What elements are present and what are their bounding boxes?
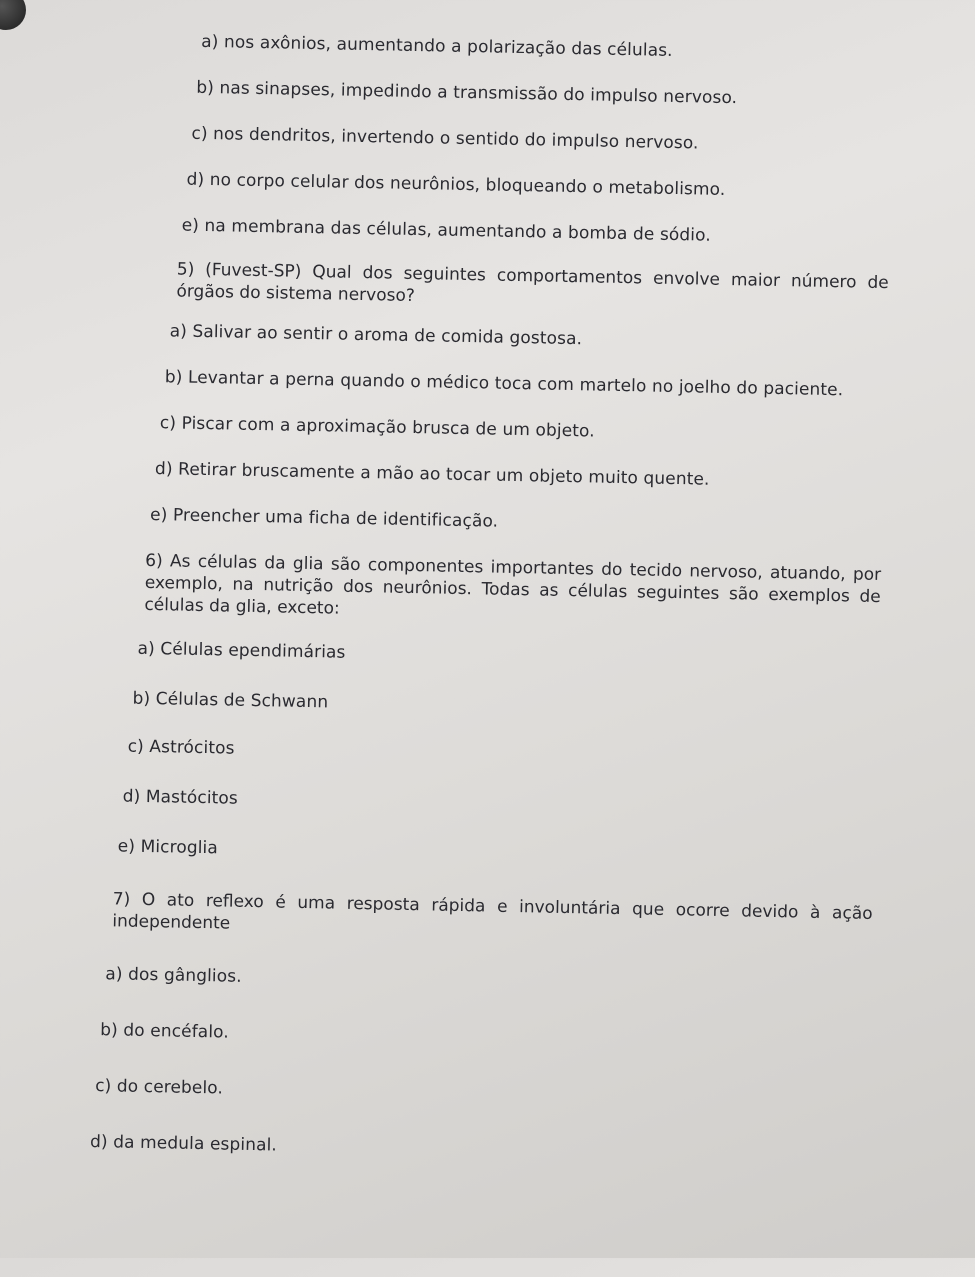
q4-option-b: b) nas sinapses, impedindo a transmissão do impulso nervoso. xyxy=(196,77,738,109)
q7-option-a: a) dos gânglios. xyxy=(105,964,242,987)
q6-option-a: a) Células ependimárias xyxy=(137,638,346,663)
q4-option-c: c) nos dendritos, invertendo o sentido do impulso nervoso. xyxy=(191,123,699,154)
q5-option-d: d) Retirar bruscamente a mão ao tocar um objeto muito quente. xyxy=(154,459,710,490)
q6-option-c: c) Astrócitos xyxy=(127,736,235,759)
q6-option-b: b) Células de Schwann xyxy=(132,688,329,713)
q6-question: 6) As células da glia são componentes importantes do tecido nervoso, atuando, por exemplo, na nutrição dos neurônios. Todas as células seguintes são exemplos de células da glia, exceto: xyxy=(144,550,882,619)
q5-option-e: e) Preencher uma ficha de identificação. xyxy=(149,504,499,532)
q4-option-e: e) na membrana das células, aumentando a bomba de sódio. xyxy=(181,215,712,246)
q4-option-d: d) no corpo celular dos neurônios, bloqueando o metabolismo. xyxy=(186,169,726,200)
q5-option-b: b) Levantar a perna quando o médico toca com martelo no joelho do paciente. xyxy=(164,367,844,401)
q7-option-d: d) da medula espinal. xyxy=(89,1131,278,1156)
q7-option-c: c) do cerebelo. xyxy=(94,1076,224,1099)
q7-option-b: b) do encéfalo. xyxy=(100,1020,230,1043)
q5-option-c: c) Piscar com a aproximação brusca de um objeto. xyxy=(159,413,595,442)
q6-option-d: d) Mastócitos xyxy=(122,786,239,809)
q4-option-a: a) nos axônios, aumentando a polarização das células. xyxy=(201,31,673,61)
q6-option-e: e) Microglia xyxy=(117,836,219,859)
q7-question: 7) O ato reflexo é uma resposta rápida e involuntária que ocorre devido à ação independente xyxy=(112,889,873,934)
q5-question: 5) (Fuvest-SP) Qual dos seguintes comportamentos envolve maior número de órgãos do sistema nervoso? xyxy=(176,259,889,307)
q5-option-a: a) Salivar ao sentir o aroma de comida gostosa. xyxy=(169,321,583,350)
